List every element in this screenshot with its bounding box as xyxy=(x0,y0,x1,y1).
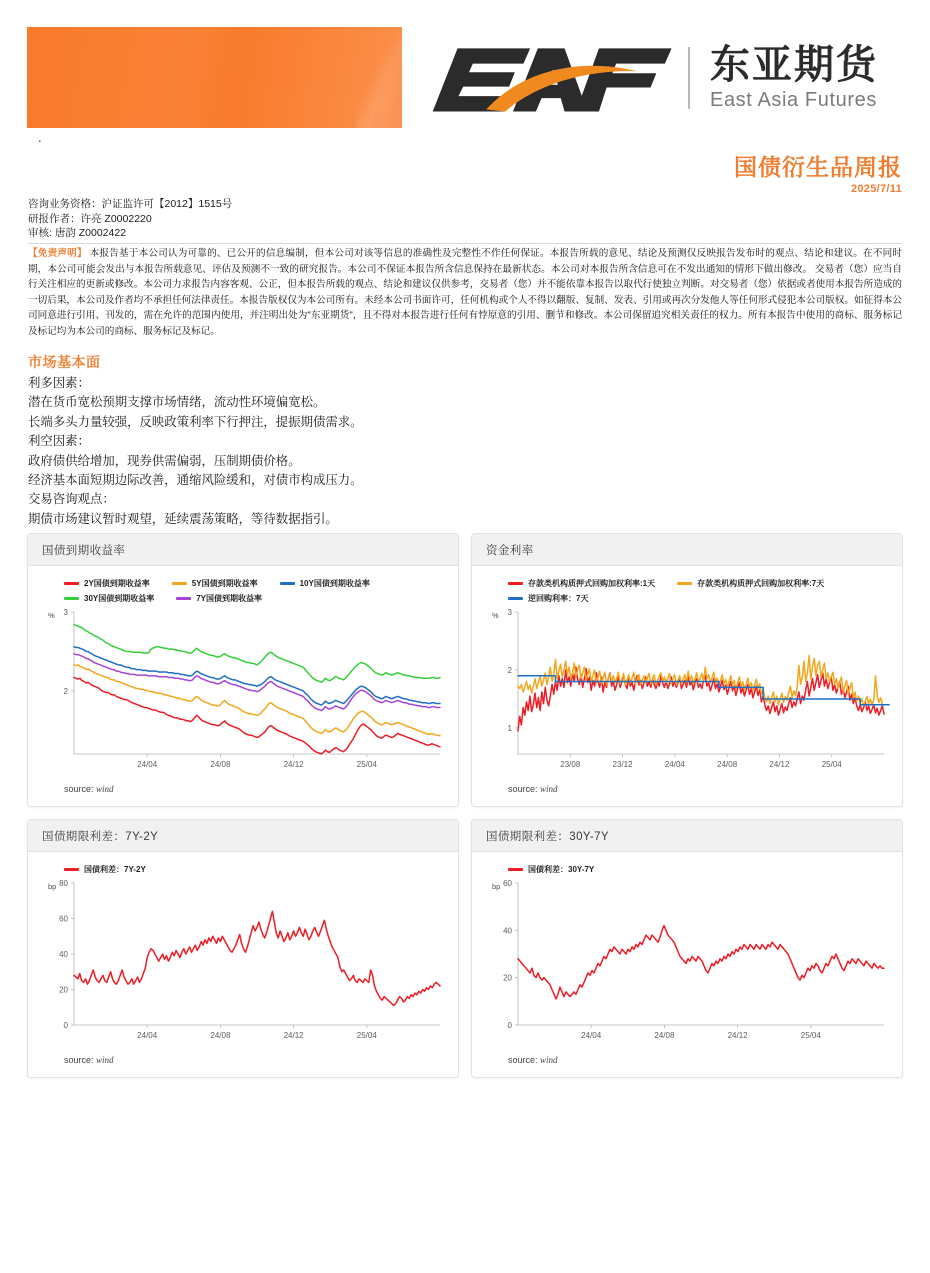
chart-row-1 xyxy=(27,533,903,807)
series-line xyxy=(74,647,440,705)
series-line xyxy=(518,926,884,999)
market-line: 长端多头力量较强，反映政策利率下行押注，提振期债需求。 xyxy=(28,414,363,429)
chart-panel-funding-rate xyxy=(471,533,903,807)
y-tick-label: 0 xyxy=(63,1021,68,1030)
legend-swatch xyxy=(677,582,692,585)
y-axis-unit: % xyxy=(48,611,55,620)
credential-license: 咨询业务资格：沪证监许可【2012】1515号 xyxy=(28,198,233,210)
disclaimer-block xyxy=(28,243,902,340)
legend-label: 国债利差：30Y-7Y xyxy=(528,865,595,874)
legend-item xyxy=(508,864,594,875)
legend-swatch xyxy=(64,868,79,871)
legend-label: 国债利差：7Y-2Y xyxy=(84,865,146,874)
market-lines xyxy=(28,374,628,529)
y-tick-label: 3 xyxy=(507,608,512,617)
chart-svg xyxy=(482,877,892,1049)
market-line: 利多因素： xyxy=(28,376,90,390)
legend-label: 30Y国债到期收益率 xyxy=(84,594,155,603)
credential-reviewer: 审核: 唐韵 Z0002422 xyxy=(28,227,127,240)
legend-item xyxy=(64,864,146,875)
x-tick-label: 24/08 xyxy=(654,1031,675,1040)
logo-company-name-en: East Asia Futures xyxy=(710,88,877,111)
credential-author: 研报作者：许亮 Z0002220 xyxy=(28,212,152,225)
series-line xyxy=(74,654,440,711)
chart-svg xyxy=(482,606,892,778)
chart-panel-yield-curve xyxy=(27,533,459,807)
legend-label: 存款类机构质押式回购加权利率:1天 xyxy=(528,579,656,588)
market-line: 利空因素： xyxy=(28,434,90,449)
market-line: 交易咨询观点： xyxy=(28,492,115,507)
legend-label: 逆回购利率：7天 xyxy=(528,594,589,603)
series-line xyxy=(74,911,440,1005)
y-tick-label: 40 xyxy=(503,926,512,936)
market-line: 潜在货币宽松预期支撑市场情绪，流动性环境偏宽松。 xyxy=(28,395,326,410)
legend-item xyxy=(677,578,824,589)
chart-source: source: wind xyxy=(508,784,558,794)
x-tick-label: 24/08 xyxy=(717,760,738,769)
y-axis-unit: bp xyxy=(492,882,501,891)
x-tick-label: 24/04 xyxy=(664,760,685,769)
chart-plot xyxy=(482,877,892,1049)
legend-swatch xyxy=(280,582,295,585)
chart-source: source: wind xyxy=(64,784,114,794)
legend-item xyxy=(508,593,588,604)
panel-title: 国债到期收益率 xyxy=(28,534,458,566)
legend-swatch xyxy=(64,597,79,600)
y-tick-label: 80 xyxy=(59,879,68,888)
chart-panel-spread-30y-7y xyxy=(471,819,903,1078)
x-tick-label: 24/12 xyxy=(283,760,304,769)
chart-legend xyxy=(38,860,448,877)
chart-plot xyxy=(482,606,892,778)
y-tick-label: 20 xyxy=(59,985,68,995)
x-tick-label: 24/12 xyxy=(283,1031,304,1040)
legend-item xyxy=(508,578,655,589)
chart-plot xyxy=(38,877,448,1049)
market-line: 期债市场建议暂时观望，延续震荡策略，等待数据指引。 xyxy=(28,511,338,526)
chart-source: source: wind xyxy=(508,1055,558,1065)
y-tick-label: 1 xyxy=(507,723,512,733)
credentials-block xyxy=(28,197,232,241)
disclaimer-body: 本报告基于本公司认为可靠的、已公开的信息编制，但本公司对该等信息的准确性及完整性不作任何保证。本报告所载的意见、结论及预测仅反映报告发布时的观点、结论和建议。在不同时期，本公司可能会发出与本报告所载意见、评估及预测不一致的研究报告。本公司不保证本报告所含信息保持在最新状态。本公司对本报告所含信息可在不发出通知的情形下做出修改。 交易者（您）应当自行关注相应的更新或修改。本公司力求报告内容客观、公正，但本报告所载的观点、结论和建议仅供参考，交易者（您）并不能依靠本报告以取代行使独立判断。对交易者（您）依据或者使用本报告所造成的一切后果，本公司及作者均不承担任何法律责任。本报告版权仅为本公司所有。未经本公司书面许可，任何机构或个人不得以翻版、复制、发表、引用或再次分发他人等任何形式侵犯本公司版权。如征得本公司同意进行引用、刊发的，需在允许的范围内使用，并注明出处为"东亚期货"，且不得对本报告进行任何有悖原意的引用、删节和修改。本公司保留追究相关责任的权力。所有本报告中使用的商标、服务标记及标记均为本公司的商标、服务标记及标记。 xyxy=(28,248,902,337)
legend-item xyxy=(176,593,262,604)
y-axis-unit: % xyxy=(492,611,499,620)
legend-item xyxy=(64,593,154,604)
chart-axes xyxy=(74,883,440,1025)
x-tick-label: 23/12 xyxy=(612,760,633,769)
chart-legend xyxy=(482,574,892,606)
legend-label: 7Y国债到期收益率 xyxy=(196,594,263,603)
y-tick-label: 20 xyxy=(503,973,512,983)
panel-title: 国债期限利差：30Y-7Y xyxy=(472,820,902,852)
x-tick-label: 23/08 xyxy=(560,760,581,769)
chart-legend xyxy=(482,860,892,877)
market-line: 政府债供给增加，现券供需偏弱，压制期债价格。 xyxy=(28,453,301,468)
x-tick-label: 25/04 xyxy=(356,1031,377,1040)
legend-item xyxy=(172,578,258,589)
y-tick-label: 0 xyxy=(507,1021,512,1030)
panel-title: 国债期限利差：7Y-2Y xyxy=(28,820,458,852)
chart-svg xyxy=(38,606,448,778)
legend-swatch xyxy=(64,582,79,585)
y-tick-label: 3 xyxy=(63,608,68,617)
y-tick-label: 40 xyxy=(59,950,68,959)
chart-legend xyxy=(38,574,448,606)
panel-title: 资金利率 xyxy=(472,534,902,566)
chart-panel-spread-7y-2y xyxy=(27,819,459,1078)
chart-plot xyxy=(38,606,448,778)
legend-swatch xyxy=(176,597,191,600)
x-tick-label: 24/04 xyxy=(137,760,158,769)
disclaimer-tag: 【免责声明】 xyxy=(28,248,87,259)
legend-label: 存款类机构质押式回购加权利率:7天 xyxy=(697,579,825,588)
stray-period-mark: . xyxy=(38,130,42,145)
chart-source: source: wind xyxy=(64,1055,114,1065)
x-tick-label: 25/04 xyxy=(821,760,842,769)
y-axis-unit: bp xyxy=(48,882,57,891)
chart-axes xyxy=(74,612,440,754)
x-tick-label: 24/12 xyxy=(727,1031,748,1040)
y-tick-label: 60 xyxy=(59,914,68,924)
legend-item xyxy=(64,578,150,589)
legend-swatch xyxy=(508,582,523,585)
company-logo xyxy=(430,30,900,125)
logo-company-name-cn: 东亚期货 xyxy=(710,41,878,88)
market-line: 经济基本面短期边际改善，通缩风险缓和，对债市构成压力。 xyxy=(28,473,363,488)
report-date: 2025/7/11 xyxy=(850,183,902,196)
market-fundamentals-section xyxy=(28,352,628,529)
legend-label: 5Y国债到期收益率 xyxy=(191,579,258,588)
legend-swatch xyxy=(172,582,187,585)
x-tick-label: 25/04 xyxy=(800,1031,821,1040)
page-header xyxy=(0,0,930,145)
page-title: 国债衍生品周报 xyxy=(734,155,902,181)
orange-banner-block xyxy=(27,27,402,128)
chart-svg xyxy=(38,877,448,1049)
report-title-block xyxy=(734,155,902,195)
legend-label: 10Y国债到期收益率 xyxy=(299,579,370,588)
x-tick-label: 24/04 xyxy=(581,1031,602,1040)
eaf-logo-mark xyxy=(430,35,680,121)
legend-label: 2Y国债到期收益率 xyxy=(84,579,150,588)
x-tick-label: 24/12 xyxy=(769,760,790,769)
logo-divider xyxy=(688,47,690,109)
x-tick-label: 25/04 xyxy=(356,760,377,769)
legend-item xyxy=(280,578,370,589)
charts-grid xyxy=(27,533,903,1090)
y-tick-label: 60 xyxy=(503,879,512,888)
section-title: 市场基本面 xyxy=(28,354,101,370)
y-tick-label: 2 xyxy=(63,686,68,696)
y-tick-label: 2 xyxy=(507,665,512,675)
legend-swatch xyxy=(508,597,523,600)
x-tick-label: 24/08 xyxy=(210,1031,231,1040)
chart-axes xyxy=(518,883,884,1025)
chart-row-2 xyxy=(27,819,903,1078)
x-tick-label: 24/04 xyxy=(137,1031,158,1040)
x-tick-label: 24/08 xyxy=(210,760,231,769)
legend-swatch xyxy=(508,868,523,871)
